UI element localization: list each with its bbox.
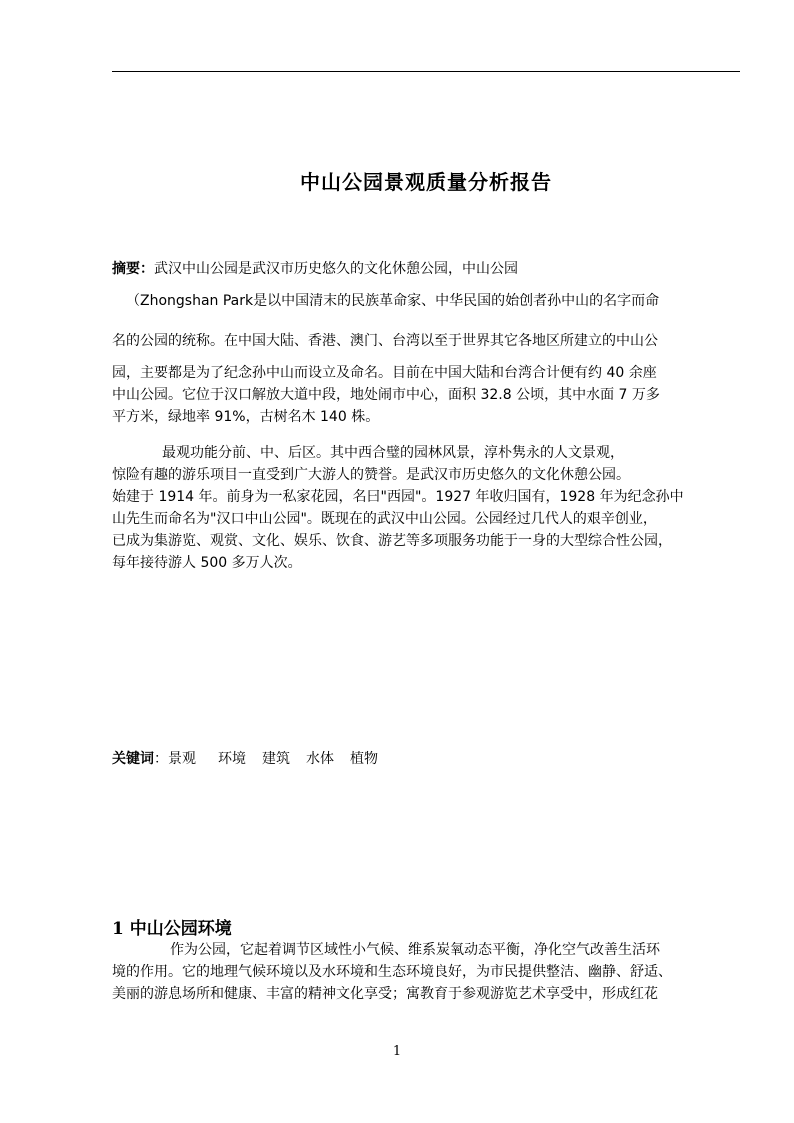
paragraph2-line-1: 最观功能分前、中、后区。其中西合璧的园林风景，淳朴隽永的人文景观， [162, 445, 624, 461]
keyword-item: 景观 [168, 751, 196, 767]
paragraph2-line-2: 惊险有趣的游乐项目一直受到广大游人的赞誉。是武汉市历史悠久的文化休憩公园。 [112, 467, 630, 483]
paragraph2-line-4: 山先生而命名为"汉口中山公园"。既现在的武汉中山公园。公园经过几代人的艰辛创业， [112, 511, 657, 527]
document-title: 中山公园景观质量分析报告 [300, 170, 552, 194]
page-number: 1 [392, 1044, 402, 1059]
abstract-line-4: 园，主要都是为了纪念孙中山而设立及命名。目前在中国大陆和台湾合计便有约 40 余座 [112, 365, 657, 381]
section1-line-3: 美丽的游息场所和健康、丰富的精神文化享受；寓教育于参观游览艺术享受中，形成红花 [112, 986, 658, 1002]
keyword-item: 建筑 [262, 751, 290, 767]
paragraph2-line-5: 已成为集游览、观赏、文化、娱乐、饮食、游艺等多项服务功能于一身的大型综合性公园， [112, 533, 672, 549]
abstract-text-1: 武汉中山公园是武汉市历史悠久的文化休憩公园，中山公园 [154, 261, 518, 277]
header-rule [112, 71, 740, 72]
abstract-line-5: 中山公园。它位于汉口解放大道中段，地处闹市中心，面积 32.8 公顷，其中水面 7 万多 [112, 387, 660, 403]
abstract-line-3: 名的公园的统称。在中国大陆、香港、澳门、台湾以至于世界其它各地区所建立的中山公 [112, 333, 658, 349]
paragraph2-line-6: 每年接待游人 500 多万人次。 [112, 555, 302, 571]
keyword-item: 环境 [218, 751, 246, 767]
keywords-colon: ： [154, 751, 168, 767]
keyword-item: 水体 [306, 751, 334, 767]
keyword-item: 植物 [350, 751, 378, 767]
section1-line-1: 作为公园，它起着调节区域性小气候、维系炭氧动态平衡，净化空气改善生活环 [170, 942, 660, 958]
keywords-line [112, 748, 740, 770]
abstract-label: 摘要： [112, 261, 154, 277]
keywords-label: 关键词 [112, 751, 154, 767]
abstract-line-1 [112, 258, 740, 280]
abstract-line-2: （Zhongshan Park是以中国清末的民族革命家、中华民国的始创者孙中山的名字而命 [126, 293, 660, 309]
paragraph2-line-3: 始建于 1914 年。前身为一私家花园，名曰"西园"。1927 年收归国有，1928 年为纪念孙中 [112, 489, 684, 505]
abstract-line-6: 平方米，绿地率 91%，古树名木 140 株。 [112, 409, 380, 425]
section1-line-2: 境的作用。它的地理气候环境以及水环境和生态环境良好，为市民提供整洁、幽静、舒适、 [112, 964, 672, 980]
section-heading: 1 中山公园环境 [112, 919, 232, 939]
